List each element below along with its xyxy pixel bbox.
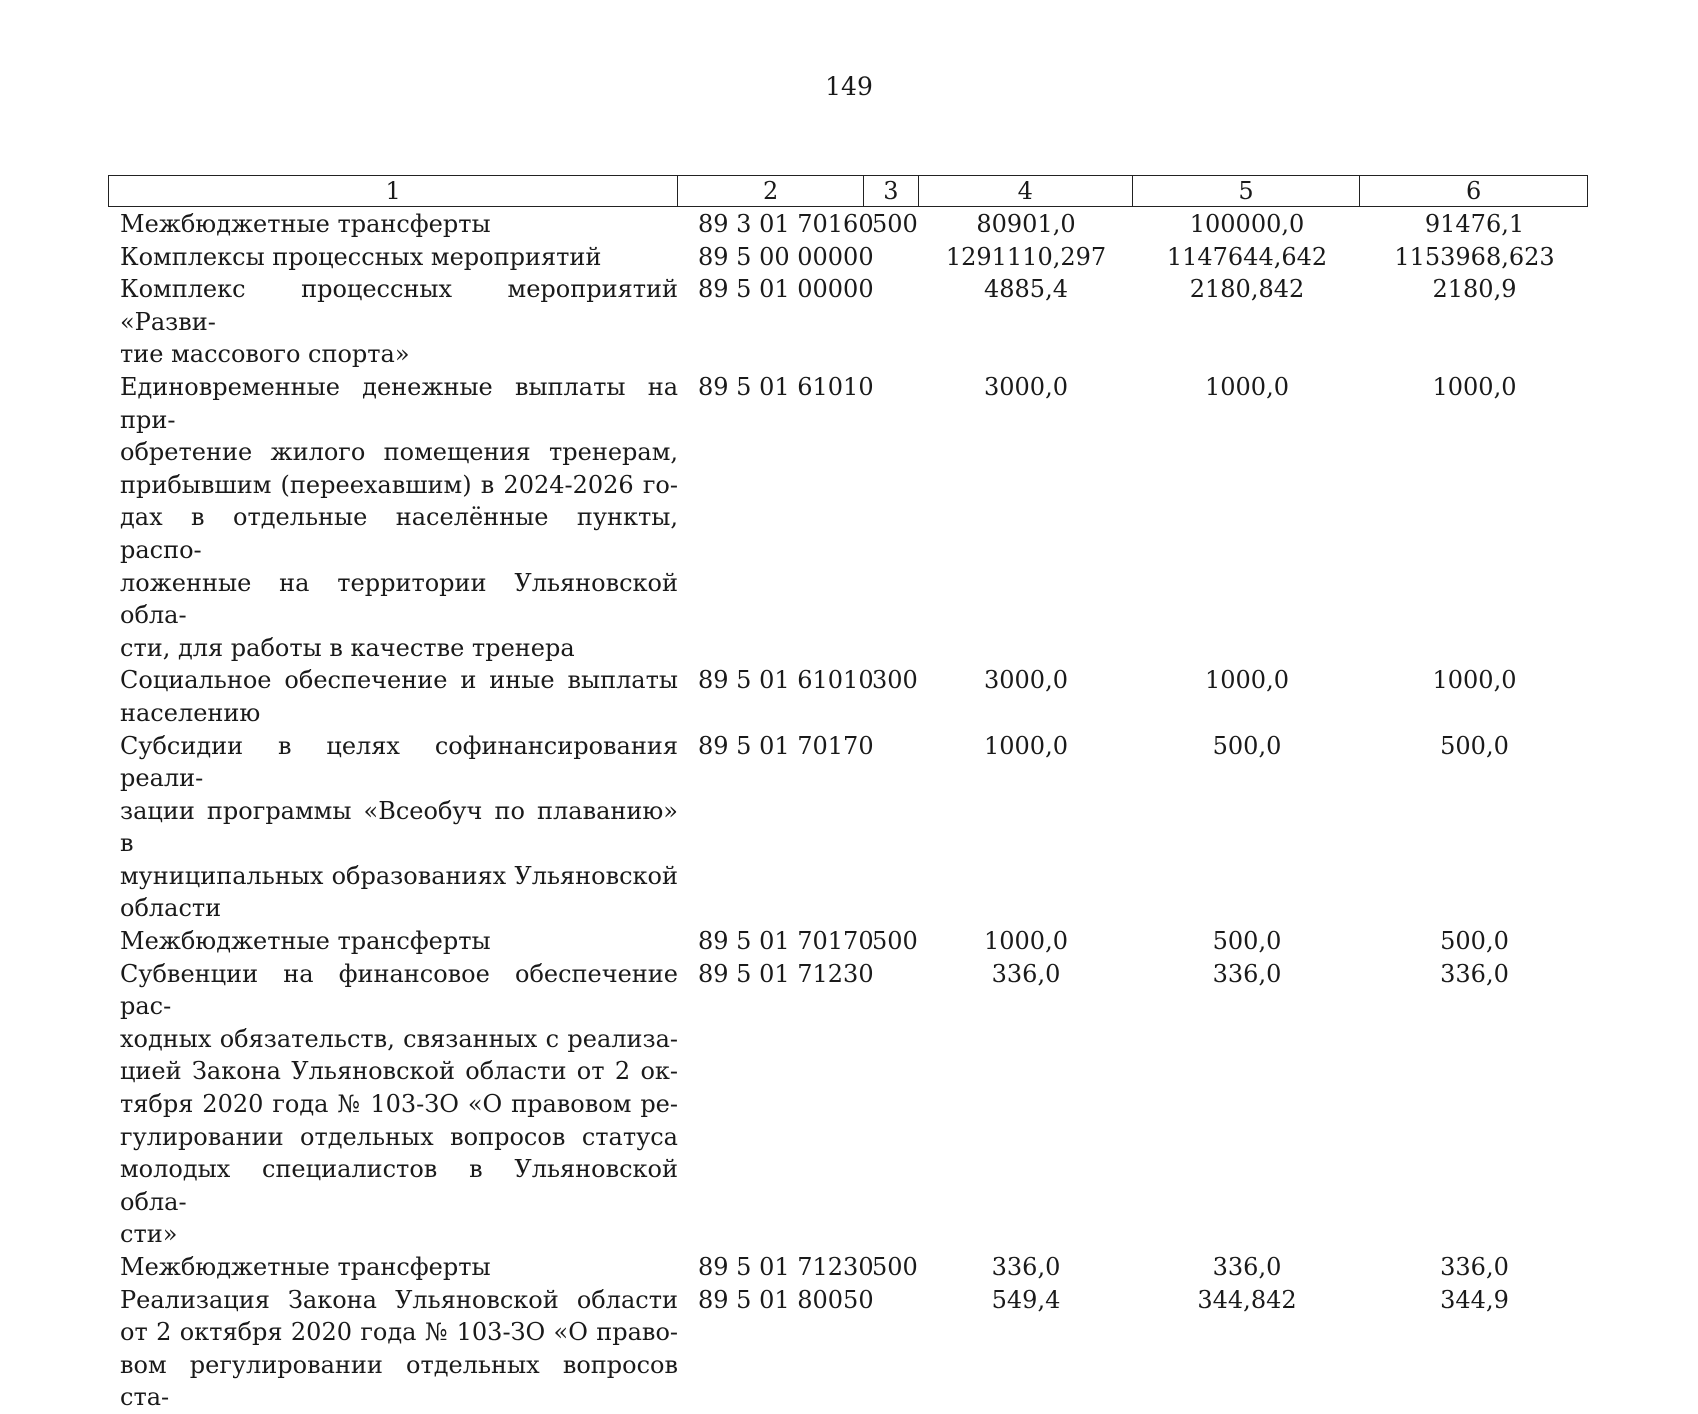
amount-col-4: 549,4 <box>991 1285 1061 1314</box>
amount-col-5: 100000,0 <box>1189 210 1305 238</box>
description-line: ходных обязательств, связанных с реализа- <box>120 1024 678 1053</box>
description-line: Межбюджетные трансферты <box>120 1253 491 1281</box>
amount-col-5: 344,842 <box>1197 1285 1297 1314</box>
amount-col-4: 1291110,297 <box>945 242 1107 271</box>
description-line: дах в отдельные населённые пункты, распо- <box>120 503 678 564</box>
description-line: Комплексы процессных мероприятий <box>120 242 602 271</box>
table-row <box>108 1251 1588 1284</box>
row-description <box>108 371 678 664</box>
description-line: гулировании отдельных вопросов статуса <box>120 1122 678 1151</box>
expense-type-code <box>864 371 919 664</box>
description-line: Комплекс процессных мероприятий «Разви- <box>120 275 678 336</box>
expense-type-code <box>864 273 919 371</box>
amount-col-5: 500,0 <box>1212 927 1282 956</box>
description-line: Субсидии в целях софинансирования реали- <box>120 731 678 793</box>
target-article-code: 89 5 01 61010 <box>698 372 874 401</box>
description-line: обретение жилого помещения тренерам, <box>120 438 678 467</box>
table-row <box>108 730 1588 926</box>
row-description <box>108 664 678 729</box>
description-line: сти» <box>120 1220 178 1249</box>
description-line: Межбюджетные трансферты <box>120 210 491 238</box>
table-row <box>108 241 1588 274</box>
target-article-code: 89 5 01 00000 <box>698 275 874 304</box>
row-description <box>108 1284 678 1414</box>
amount-col-4: 336,0 <box>991 959 1061 988</box>
expense-type-code: 300 <box>872 666 918 695</box>
row-description <box>108 1251 678 1284</box>
row-description <box>108 241 678 274</box>
description-line: вом регулировании отдельных вопросов ста- <box>120 1350 678 1412</box>
amount-col-6: 336,0 <box>1440 1253 1509 1281</box>
amount-col-5: 1000,0 <box>1205 372 1289 401</box>
target-article-code: 89 5 01 70170 <box>698 927 874 956</box>
amount-col-4: 4885,4 <box>984 275 1068 304</box>
expense-type-code <box>864 1284 919 1414</box>
amount-col-5: 1147644,642 <box>1166 242 1328 271</box>
column-header-4: 4 <box>919 176 1133 206</box>
table-row <box>108 958 1588 1251</box>
amount-col-5: 336,0 <box>1212 1253 1282 1281</box>
amount-col-4: 80901,0 <box>976 210 1076 238</box>
amount-col-4: 1000,0 <box>984 731 1068 760</box>
description-line: области <box>120 894 222 923</box>
description-line: тие массового спорта» <box>120 340 410 369</box>
amount-col-5: 336,0 <box>1212 959 1282 988</box>
page-number: 149 <box>825 72 873 101</box>
description-line: прибывшим (переехавшим) в 2024-2026 го- <box>120 470 678 499</box>
description-line: Реализация Закона Ульяновской области <box>120 1285 678 1314</box>
amount-col-6: 1153968,623 <box>1394 242 1555 271</box>
amount-col-5: 500,0 <box>1212 731 1282 760</box>
amount-col-4: 3000,0 <box>984 372 1068 401</box>
description-line: цией Закона Ульяновской области от 2 ок- <box>120 1057 678 1086</box>
description-line: Социальное обеспечение и иные выплаты <box>120 666 678 695</box>
row-description <box>108 925 678 958</box>
target-article-code: 89 5 01 71230 <box>698 1253 874 1281</box>
expense-type-code: 500 <box>872 1253 918 1281</box>
target-article-code: 89 5 01 61010 <box>698 666 874 695</box>
target-article-code: 89 5 01 71230 <box>698 959 874 988</box>
target-article-code: 89 5 01 70170 <box>698 731 874 760</box>
description-line: Межбюджетные трансферты <box>120 927 491 956</box>
row-description <box>108 730 678 926</box>
description-line: от 2 октября 2020 года № 103-ЗО «О право- <box>120 1318 678 1347</box>
column-header-3: 3 <box>864 176 919 206</box>
target-article-code: 89 3 01 70160 <box>698 210 874 238</box>
table-body <box>108 208 1588 1414</box>
expense-type-code: 500 <box>872 927 918 956</box>
amount-col-6: 344,9 <box>1440 1285 1509 1314</box>
amount-col-6: 1000,0 <box>1432 372 1517 401</box>
amount-col-5: 2180,842 <box>1189 275 1305 304</box>
amount-col-6: 500,0 <box>1440 927 1509 956</box>
amount-col-5: 1000,0 <box>1205 666 1289 695</box>
column-header-5: 5 <box>1133 176 1361 206</box>
column-header-6: 6 <box>1466 177 1482 205</box>
description-line: ложенные на территории Ульяновской обла- <box>120 568 678 630</box>
table-header-row <box>108 175 1588 207</box>
row-description <box>108 958 678 1251</box>
table-row <box>108 273 1588 371</box>
amount-col-6: 1000,0 <box>1432 666 1517 695</box>
amount-col-4: 336,0 <box>991 1253 1061 1281</box>
description-line: населению <box>120 698 261 727</box>
amount-col-6: 500,0 <box>1440 731 1509 760</box>
row-description <box>108 208 678 241</box>
expense-type-code <box>864 958 919 1251</box>
description-line: молодых специалистов в Ульяновской обла- <box>120 1155 678 1216</box>
amount-col-6: 2180,9 <box>1432 275 1517 304</box>
table-row <box>108 208 1588 241</box>
amount-col-6: 91476,1 <box>1424 210 1525 238</box>
description-line: сти, для работы в качестве тренера <box>120 633 575 662</box>
row-description <box>108 273 678 371</box>
amount-col-4: 1000,0 <box>984 927 1068 956</box>
table-row <box>108 664 1588 729</box>
expense-type-code: 500 <box>872 210 918 238</box>
table-row <box>108 1284 1588 1414</box>
description-line: тября 2020 года № 103-ЗО «О правовом ре- <box>120 1090 678 1119</box>
column-header-1: 1 <box>109 176 678 206</box>
description-line: Единовременные денежные выплаты на при- <box>120 372 678 434</box>
table-row <box>108 371 1588 664</box>
target-article-code: 89 5 00 00000 <box>698 242 874 271</box>
target-article-code: 89 5 01 80050 <box>698 1285 874 1314</box>
description-line: зации программы «Всеобуч по плаванию» в <box>120 796 678 858</box>
amount-col-6: 336,0 <box>1440 959 1509 988</box>
description-line: муниципальных образованиях Ульяновской <box>120 861 678 890</box>
table-row <box>108 925 1588 958</box>
column-header-2: 2 <box>678 176 864 206</box>
expense-type-code <box>864 241 919 274</box>
expense-type-code <box>864 730 919 926</box>
amount-col-4: 3000,0 <box>984 666 1068 695</box>
description-line: Субвенции на финансовое обеспечение рас- <box>120 959 678 1021</box>
